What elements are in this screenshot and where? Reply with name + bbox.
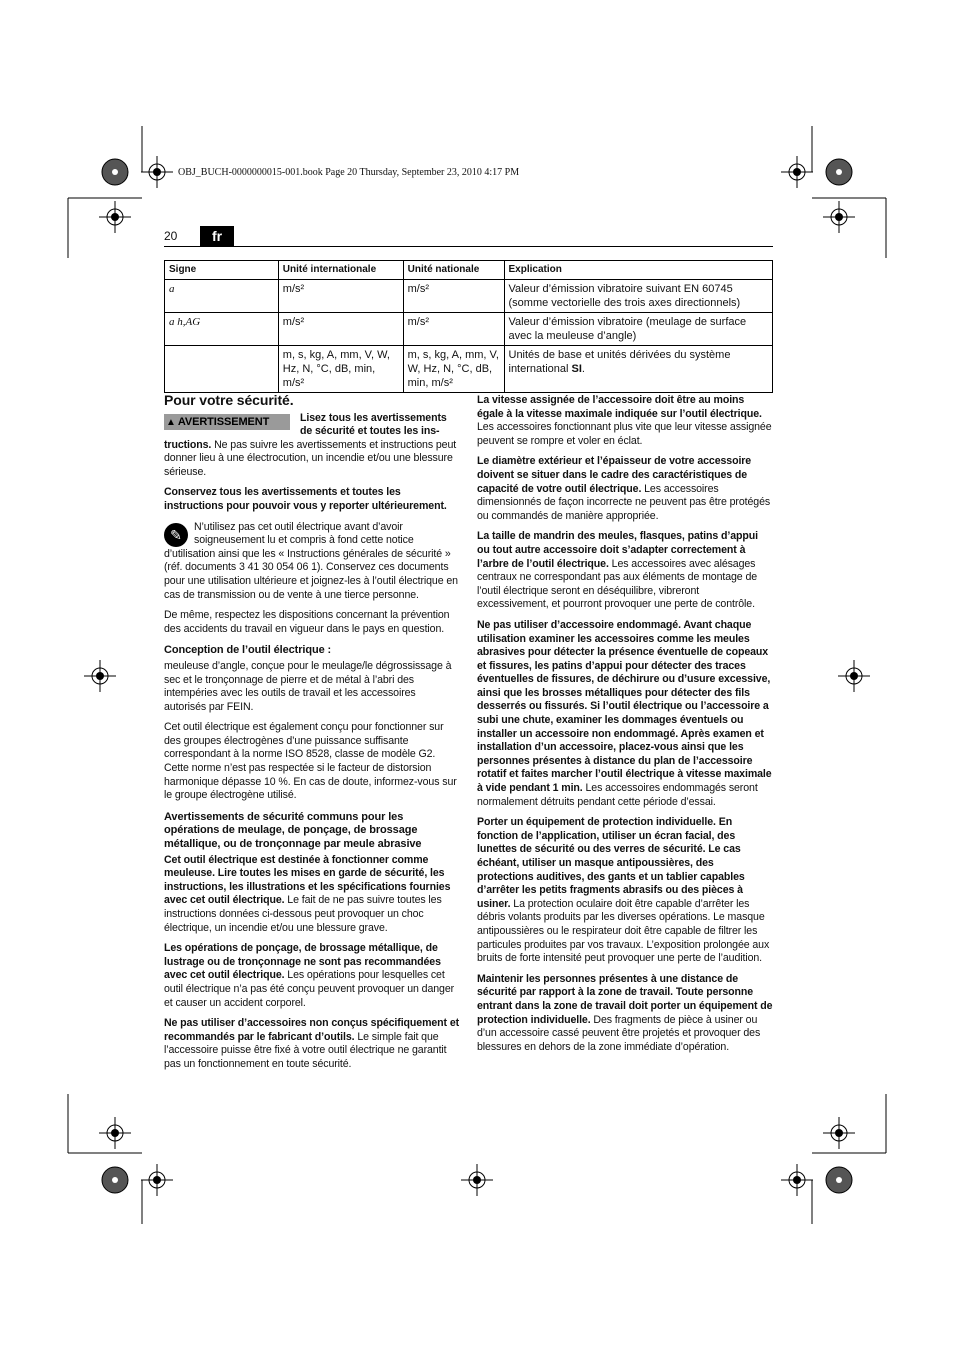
units-table <box>164 260 773 393</box>
body-text: Ne pas suivre les avertissements et instructions peut donner lieu à une électrocution, un incendie et/ou une blessure sérieuse. <box>164 438 457 478</box>
intl-unit-cell: m, s, kg, A, mm, V, W, Hz, N, °C, dB, min, m/s² <box>278 346 403 393</box>
bold-text: Le diamètre extérieur et l’épaisseur de votre accessoire doivent se situer dans le cadre des caractéristiques de capacité de votre outil électrique. <box>477 455 752 495</box>
bold-text: La vitesse assignée de l’accessoire doit être au moins égale à la vitesse maximale indiquée sur l’outil électrique. <box>477 394 762 420</box>
print-header: OBJ_BUCH-0000000015-001.book Page 20 Thursday, September 23, 2010 4:17 PM <box>178 167 520 178</box>
intl-unit-cell: m/s² <box>278 313 403 346</box>
body-text: Les accessoires endommagés seront normalement détruits pendant cette période d’essai. <box>477 782 758 808</box>
paragraph <box>164 854 460 936</box>
table-row <box>165 313 773 346</box>
warning-triangle-icon: ▲ <box>166 416 176 428</box>
warning-label: AVERTISSEMENT <box>177 415 270 428</box>
paragraph <box>477 455 773 523</box>
paragraph: De même, respectez les dispositions concernant la prévention des accidents du travail en vigueur dans le pays en question. <box>164 609 450 635</box>
national-unit-cell: m/s² <box>403 280 504 313</box>
body-text: Des fragments de pièce à usiner ou d’un accessoire cassé peuvent être projetés et provoquer des blessures en dehors de la zone immédiate d’opération. <box>477 1013 761 1053</box>
symbol-cell: a h,AG <box>165 313 279 346</box>
read-manual-icon: ✎ <box>164 523 188 547</box>
read-manual-block <box>164 521 460 603</box>
body-text: Le simple fait que l’accessoire puisse être fixé à votre outil électrique ne garantit pas un fonctionnement en toute sécurité. <box>164 1030 447 1070</box>
paragraph <box>164 942 460 1010</box>
explanation-cell <box>504 346 773 393</box>
bold-text: La taille de mandrin des meules, flasques, patins d’appui ou tout autre accessoire doit s’adapter correctement à l’arbre de l’outil électrique. <box>477 530 758 570</box>
bold-text: Cet outil électrique est destinée à fonctionner comme meuleuse. Lire toutes les mises en garde de sécurité, les instructions, les illustrations et les spécifications fournies avec cet outil électrique. <box>164 853 451 907</box>
bold-text: Ne pas utiliser d’accessoires non conçus spécifiquement et recommandés par le fabricant d’outils. <box>164 1017 460 1043</box>
paragraph <box>477 530 773 612</box>
paragraph: Cet outil électrique est également conçu pour fonctionner sur des groupes électrogènes d’une puissance suffisante correspondant à la norme ISO 8528, classe de modèle G2. Cette norme n’est pas respectée si le facteur de distorsion harmonique dépasse 10 %. En cas de doute, informez-vous sur le groupe électrogène utilisé. <box>164 721 457 802</box>
language-badge: fr <box>200 226 234 246</box>
national-unit-cell: m, s, kg, A, mm, V, W, Hz, N, °C, dB, min, m/s² <box>403 346 504 393</box>
explanation-cell: Valeur d’émission vibratoire (meulage de surface avec la meuleuse d’angle) <box>504 313 773 346</box>
symbol-cell: a <box>165 280 279 313</box>
subheading: Conception de l’outil électrique : <box>164 644 332 657</box>
column-header: Unité internationale <box>278 261 403 280</box>
warning-row <box>164 412 460 439</box>
paragraph <box>477 394 773 448</box>
paragraph: Conservez tous les avertissements et toutes les instructions pour pouvoir vous y reporter ultérieurement. <box>164 486 447 512</box>
table-header-row <box>165 261 773 280</box>
column-header: Signe <box>165 261 279 280</box>
table-row <box>165 346 773 393</box>
body-text: La protection oculaire doit être capable d’arrêter les débris volants produits par les diverses opérations. Le masque antipoussières ou le respirateur doit être capable de filtrer les particules produites par vos travaux. L’exposition prolongée aux bruits de forte intensité peut provoquer une perte de l’audition. <box>477 897 770 965</box>
paragraph <box>477 816 773 966</box>
intl-unit-cell: m/s² <box>278 280 403 313</box>
paragraph <box>477 619 773 809</box>
body-text: Les accessoires fonctionnant plus vite que leur vitesse assignée peuvent se rompre et voler en éclat. <box>477 421 772 447</box>
body-text: Les accessoires avec alésages centraux ne correspondant pas aux éléments de montage de l’outil électrique seront en déséquilibre, vibreront excessivement, et pourront provoquer une perte de contrôle. <box>477 557 758 611</box>
explanation-text: Unités de base et unités dérivées du système international <box>508 349 731 375</box>
body-text: Les accessoires dimensionnés de façon incorrecte ne peuvent pas être protégés ou commandés de manière appropriée. <box>477 482 771 522</box>
symbol-cell <box>165 346 279 393</box>
bold-text: Porter un équipement de protection individuelle. En fonction de l’application, utiliser un écran facial, des lunettes de sécurité ou des verres de sécurité. Le cas échéant, utiliser un masque antipoussières, des protections auditives, des gants et un tablier capables d’arrêter les petits fragments abrasifs ou des pièces à usiner. <box>477 816 745 910</box>
national-unit-cell: m/s² <box>403 313 504 346</box>
paragraph: N’utilisez pas cet outil électrique avant d’avoir soigneusement lu et compris à fond cette notice d’utilisation ainsi que les « Instructions générales de sécurité » (réf. documents 3 41 30 054 06 1). Conservez ces documents pour une utilisation ultérieure et joignez-les à l’outil électrique en cas de transmission ou de vente à une tierce personne. <box>164 520 458 601</box>
bold-text: Les opérations de ponçage, de brossage métallique, de lustrage ou de tronçonnage ne sont pas recommandées avec cet outil électrique. <box>164 942 441 982</box>
right-column <box>477 394 773 1061</box>
left-column <box>164 394 460 1079</box>
warning-lead-text: Lisez tous les avertissements de sécurité et toutes les ins- <box>300 411 447 438</box>
body-text: Les opérations pour lesquelles cet outil électrique n’a pas été conçu peuvent provoquer un danger et causer un accident corporel. <box>164 969 455 1009</box>
body-text: Le fait de ne pas suivre toutes les instructions données ci-dessous peut provoquer un choc électrique, un incendie et/ou une blessure grave. <box>164 894 442 934</box>
explanation-end: . <box>581 363 585 375</box>
column-header: Unité nationale <box>403 261 504 280</box>
warning-badge <box>164 414 290 430</box>
paragraph <box>164 1017 460 1071</box>
table-row <box>165 280 773 313</box>
paragraph: meuleuse d’angle, conçue pour le meulage/le dégrossissage à sec et le tronçonnage de pierre et de métal à l’abri des intempéries avec les outils de travail et les accessoires autorisés par FEIN. <box>164 659 452 713</box>
section-title: Pour votre sécurité. <box>164 392 294 408</box>
paragraph <box>477 973 773 1055</box>
explanation-cell: Valeur d’émission vibratoire suivant EN 60745 (somme vectorielle des trois axes directionnels) <box>504 280 773 313</box>
bold-text: Ne pas utiliser d’accessoire endommagé. Avant chaque utilisation examiner les accessoires comme les meules abrasives pour détecter la présence éventuelle de copeaux et fissures, les patins d’appui pour détecter des traces éventuelles de fissures, de déchirure ou d’usure excessive, ainsi que les brosses métalliques pour détecter des fils desserrés ou fissurés. Si l’outil électrique ou l’accessoire a subi une chute, examiner les dommages éventuels ou installer un accessoire non endommagé. Après examen et installation d’un accessoire, placez-vous ainsi que les personnes présentes à distance du plan de l’accessoire rotatif et faites marcher l’outil électrique à vitesse maximale à vide pendant 1 min. <box>477 618 772 795</box>
header-rule <box>164 246 773 247</box>
page-number: 20 <box>164 229 178 243</box>
paragraph <box>164 439 460 480</box>
subheading: Avertissements de sécurité communs pour les opérations de meulage, de ponçage, de brossage métallique, ou de tronçonnage par meule abrasive <box>164 810 422 851</box>
si-abbreviation: SI <box>571 363 582 375</box>
bold-text: tructions. <box>164 438 212 451</box>
bold-text: Maintenir les personnes présentes à une distance de sécurité par rapport à la zone de travail. Toute personne entrant dans la zone de travail doit porter un équipement de protection individuelle. <box>477 972 773 1026</box>
column-header: Explication <box>504 261 773 280</box>
